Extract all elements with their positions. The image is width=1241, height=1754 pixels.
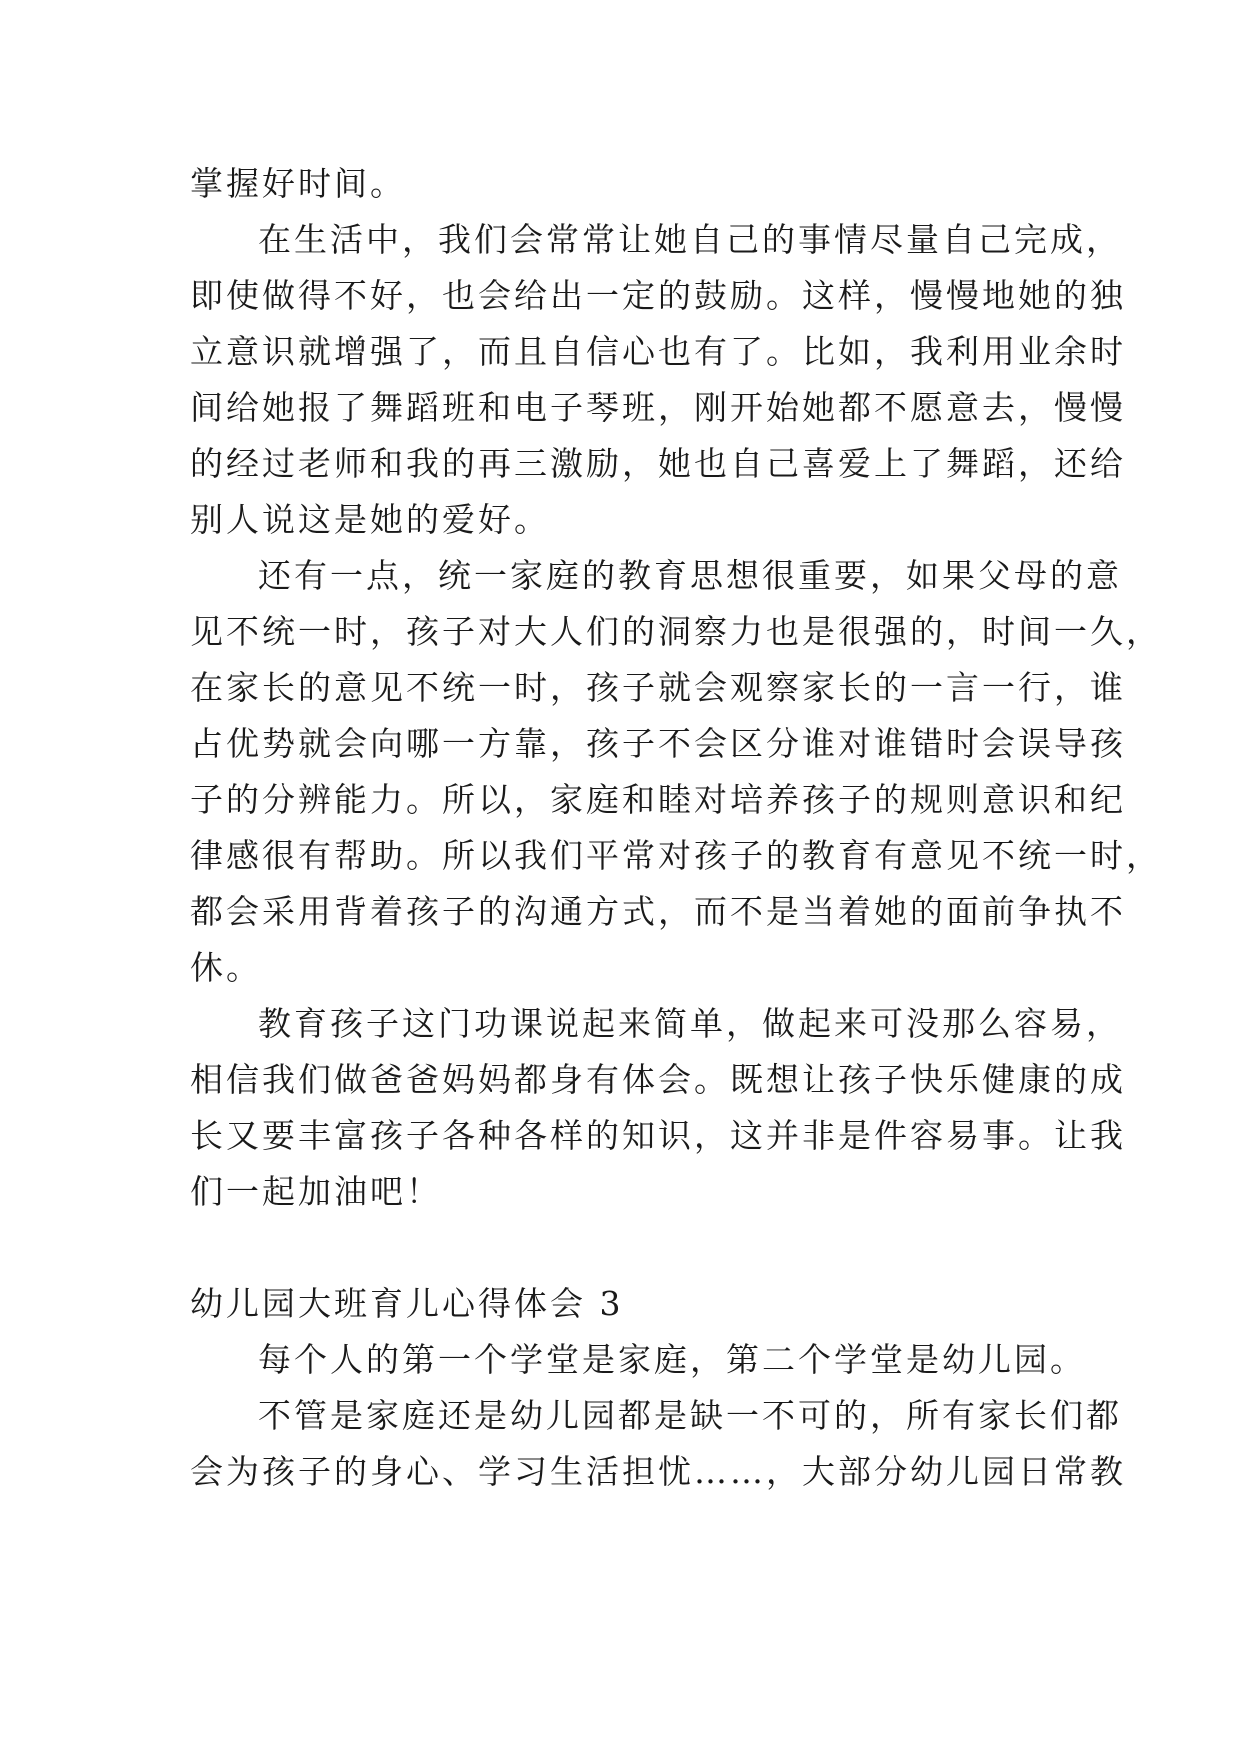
text-line: 掌握好时间。 xyxy=(190,164,406,203)
text-line: 的经过老师和我的再三激励，她也自己喜爱上了舞蹈，还给 xyxy=(190,444,1126,483)
text-line: 律感很有帮助。所以我们平常对孩子的教育有意见不统一时， xyxy=(190,836,1162,875)
section-heading: 幼儿园大班育儿心得体会 3 xyxy=(190,1284,624,1323)
text-line: 子的分辨能力。所以，家庭和睦对培养孩子的规则意识和纪 xyxy=(190,780,1126,819)
text-line: 间给她报了舞蹈班和电子琴班，刚开始她都不愿意去，慢慢 xyxy=(190,388,1126,427)
paragraph-first-line: 还有一点，统一家庭的教育思想很重要，如果父母的意 xyxy=(258,556,1122,595)
text-line: 都会采用背着孩子的沟通方式，而不是当着她的面前争执不 xyxy=(190,892,1126,931)
text-line: 们一起加油吧！ xyxy=(190,1172,442,1211)
text-line: 占优势就会向哪一方靠，孩子不会区分谁对谁错时会误导孩 xyxy=(190,724,1126,763)
text-line: 在家长的意见不统一时，孩子就会观察家长的一言一行，谁 xyxy=(190,668,1126,707)
text-line: 见不统一时，孩子对大人们的洞察力也是很强的，时间一久， xyxy=(190,612,1162,651)
text-line: 休。 xyxy=(190,948,262,987)
paragraph-first-line: 不管是家庭还是幼儿园都是缺一不可的，所有家长们都 xyxy=(258,1396,1122,1435)
text-line: 相信我们做爸爸妈妈都身有体会。既想让孩子快乐健康的成 xyxy=(190,1060,1126,1099)
paragraph-first-line: 在生活中，我们会常常让她自己的事情尽量自己完成， xyxy=(258,220,1122,259)
text-line: 即使做得不好，也会给出一定的鼓励。这样，慢慢地她的独 xyxy=(190,276,1126,315)
paragraph-first-line: 每个人的第一个学堂是家庭，第二个学堂是幼儿园。 xyxy=(258,1340,1086,1379)
paragraph-first-line: 教育孩子这门功课说起来简单，做起来可没那么容易， xyxy=(258,1004,1122,1043)
text-line: 别人说这是她的爱好。 xyxy=(190,500,550,539)
text-line: 长又要丰富孩子各种各样的知识，这并非是件容易事。让我 xyxy=(190,1116,1126,1155)
document-body xyxy=(190,156,1162,1500)
text-line: 立意识就增强了，而且自信心也有了。比如，我利用业余时 xyxy=(190,332,1126,371)
blank-line xyxy=(190,1220,1060,1276)
text-line: 会为孩子的身心、学习生活担忧……，大部分幼儿园日常教 xyxy=(190,1452,1126,1491)
